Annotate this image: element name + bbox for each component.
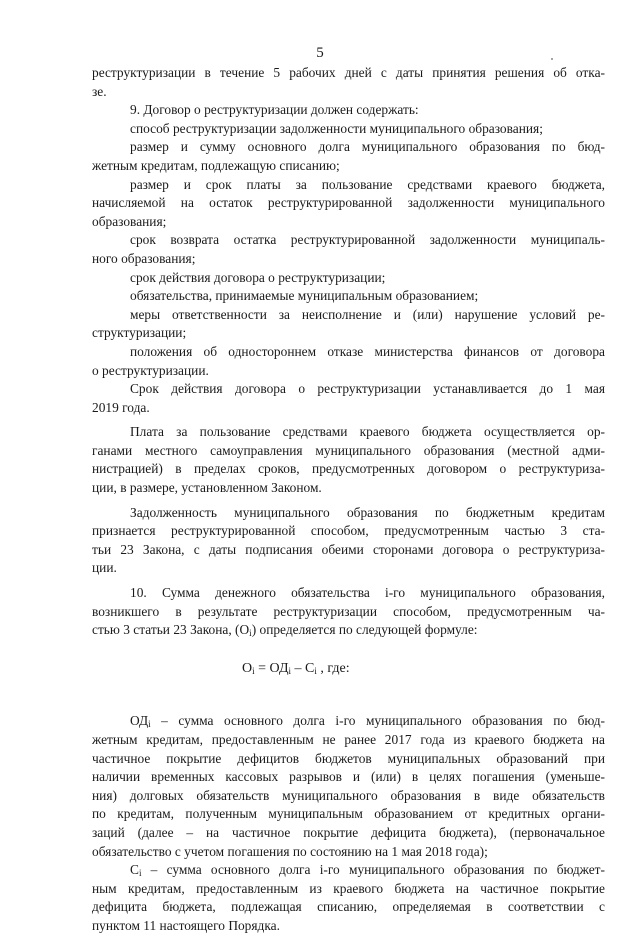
formula: $O_i = ОД_i - C_i$ , где: xyxy=(242,660,350,676)
paragraph-12-line-0: Задолженность муниципального образования по бюджетным кредитам xyxy=(130,504,605,520)
paragraph-9-line-0: положения об одностороннем отказе министерства финансов от договора xyxy=(130,343,605,359)
paragraph-0-line-0: реструктуризации в течение 5 рабочих дней с даты принятия решения об отка- xyxy=(92,65,605,80)
formula-gap xyxy=(92,640,605,660)
paragraph-13-line-1: возникшего в результате реструктуризации способом, предусмотренным ча- xyxy=(92,603,605,619)
definition-1-line-3: пунктом 11 настоящего Порядка. xyxy=(92,917,280,933)
paragraph-11-line-2: нистрацией) в пределах сроков, предусмотренных договором о реструктуриза- xyxy=(92,461,605,477)
paragraph-11-line-1: ганами местного самоуправления муниципального образования (местной адми- xyxy=(92,442,605,458)
page-number: 5 xyxy=(316,45,324,61)
definition-0-line-7: обязательство с учетом погашения по состоянию на 1 мая 2018 года); xyxy=(92,843,488,859)
formula-gap-after xyxy=(92,678,605,712)
definition-0-line-1: жетным кредитам, предоставленным не ранее 2017 года из краевого бюджета на xyxy=(92,732,605,747)
paragraph-6-line-0: срок действия договора о реструктуризации; xyxy=(130,269,386,285)
paragraph-10-line-0: Срок действия договора о реструктуризации устанавливается до 1 мая xyxy=(130,381,605,397)
paragraph-13-line-2: стью 3 статьи 23 Закона, $(O_i)$ определяется по следующей формуле: xyxy=(92,622,478,639)
paragraph-8-line-0: меры ответственности за неисполнение и (или) нарушение условий ре- xyxy=(130,306,605,322)
definition-0-line-6: заций (далее – на частичное покрытие дефицита бюджета), (первоначальное xyxy=(92,824,605,840)
paragraph-11-line-3: ции, в размере, установленном Законом. xyxy=(92,480,322,496)
paragraph-5-line-0: срок возврата остатка реструктурированной задолженности муниципаль- xyxy=(130,232,605,248)
definition-0-line-5: по кредитам, полученным муниципальным образованием от кредитных органи- xyxy=(92,806,605,822)
paragraph-5-line-1: ного образования; xyxy=(92,250,196,266)
paragraph-2-line-0: способ реструктуризации задолженности муниципального образования; xyxy=(130,120,543,136)
paragraph-12-line-1: признается реструктурированной способом, предусмотренным частью 3 ста- xyxy=(92,523,605,539)
definition-0-line-2: частичное покрытие дефицитов бюджетов муниципальных образований при xyxy=(92,750,605,766)
definition-0-line-3: наличии временных кассовых разрывов и (или) в целях погашения (уменьше- xyxy=(92,769,605,785)
paragraph-10-line-1: 2019 года. xyxy=(92,399,150,415)
definition-1-line-0: $C_i$ – сумма основного долга i-го муниципального образования по бюджет- xyxy=(130,862,605,879)
paragraph-3-line-0: размер и сумму основного долга муниципального образования по бюд- xyxy=(130,139,605,155)
paragraph-4-line-0: размер и срок платы за пользование средствами краевого бюджета, xyxy=(130,176,605,192)
paragraph-12-line-2: тьи 23 Закона, с даты подписания обеими сторонами договора о реструктуриза- xyxy=(92,541,605,557)
paragraph-0-line-1: зе. xyxy=(92,83,107,99)
definition-1-line-1: ным кредитам, предоставленным из краевого бюджета на частичное покрытие xyxy=(92,880,605,896)
paragraph-12-line-3: ции. xyxy=(92,560,117,576)
definition-0-line-4: ния) долговых обязательств муниципального образования в виде обязательств xyxy=(92,787,605,803)
paragraph-7-line-0: обязательства, принимаемые муниципальным образованием; xyxy=(130,288,479,304)
definition-1-line-2: дефицита бюджета, подлежащая списанию, определяемая в соответствии с xyxy=(92,899,605,915)
paragraph-9-line-1: о реструктуризации. xyxy=(92,362,209,378)
paragraph-11-line-0: Плата за пользование средствами краевого бюджета осуществляется ор- xyxy=(130,424,605,440)
paragraph-4-line-2: образования; xyxy=(92,213,167,229)
definition-0-line-0: $ОД_i$ – сумма основного долга i-го муниципального образования по бюд- xyxy=(130,713,605,730)
paragraph-13-line-0: 10. Сумма денежного обязательства i-го муниципального образования, xyxy=(130,585,605,601)
scan-dot xyxy=(551,58,553,60)
paragraph-1-line-0: 9. Договор о реструктуризации должен содержать: xyxy=(130,102,419,118)
paragraph-4-line-1: начисляемой на остаток реструктурированной задолженности муниципального xyxy=(92,195,605,211)
document-body xyxy=(92,64,605,936)
paragraph-3-line-1: жетным кредитам, подлежащую списанию; xyxy=(92,157,340,173)
paragraph-8-line-1: структуризации; xyxy=(92,325,187,341)
